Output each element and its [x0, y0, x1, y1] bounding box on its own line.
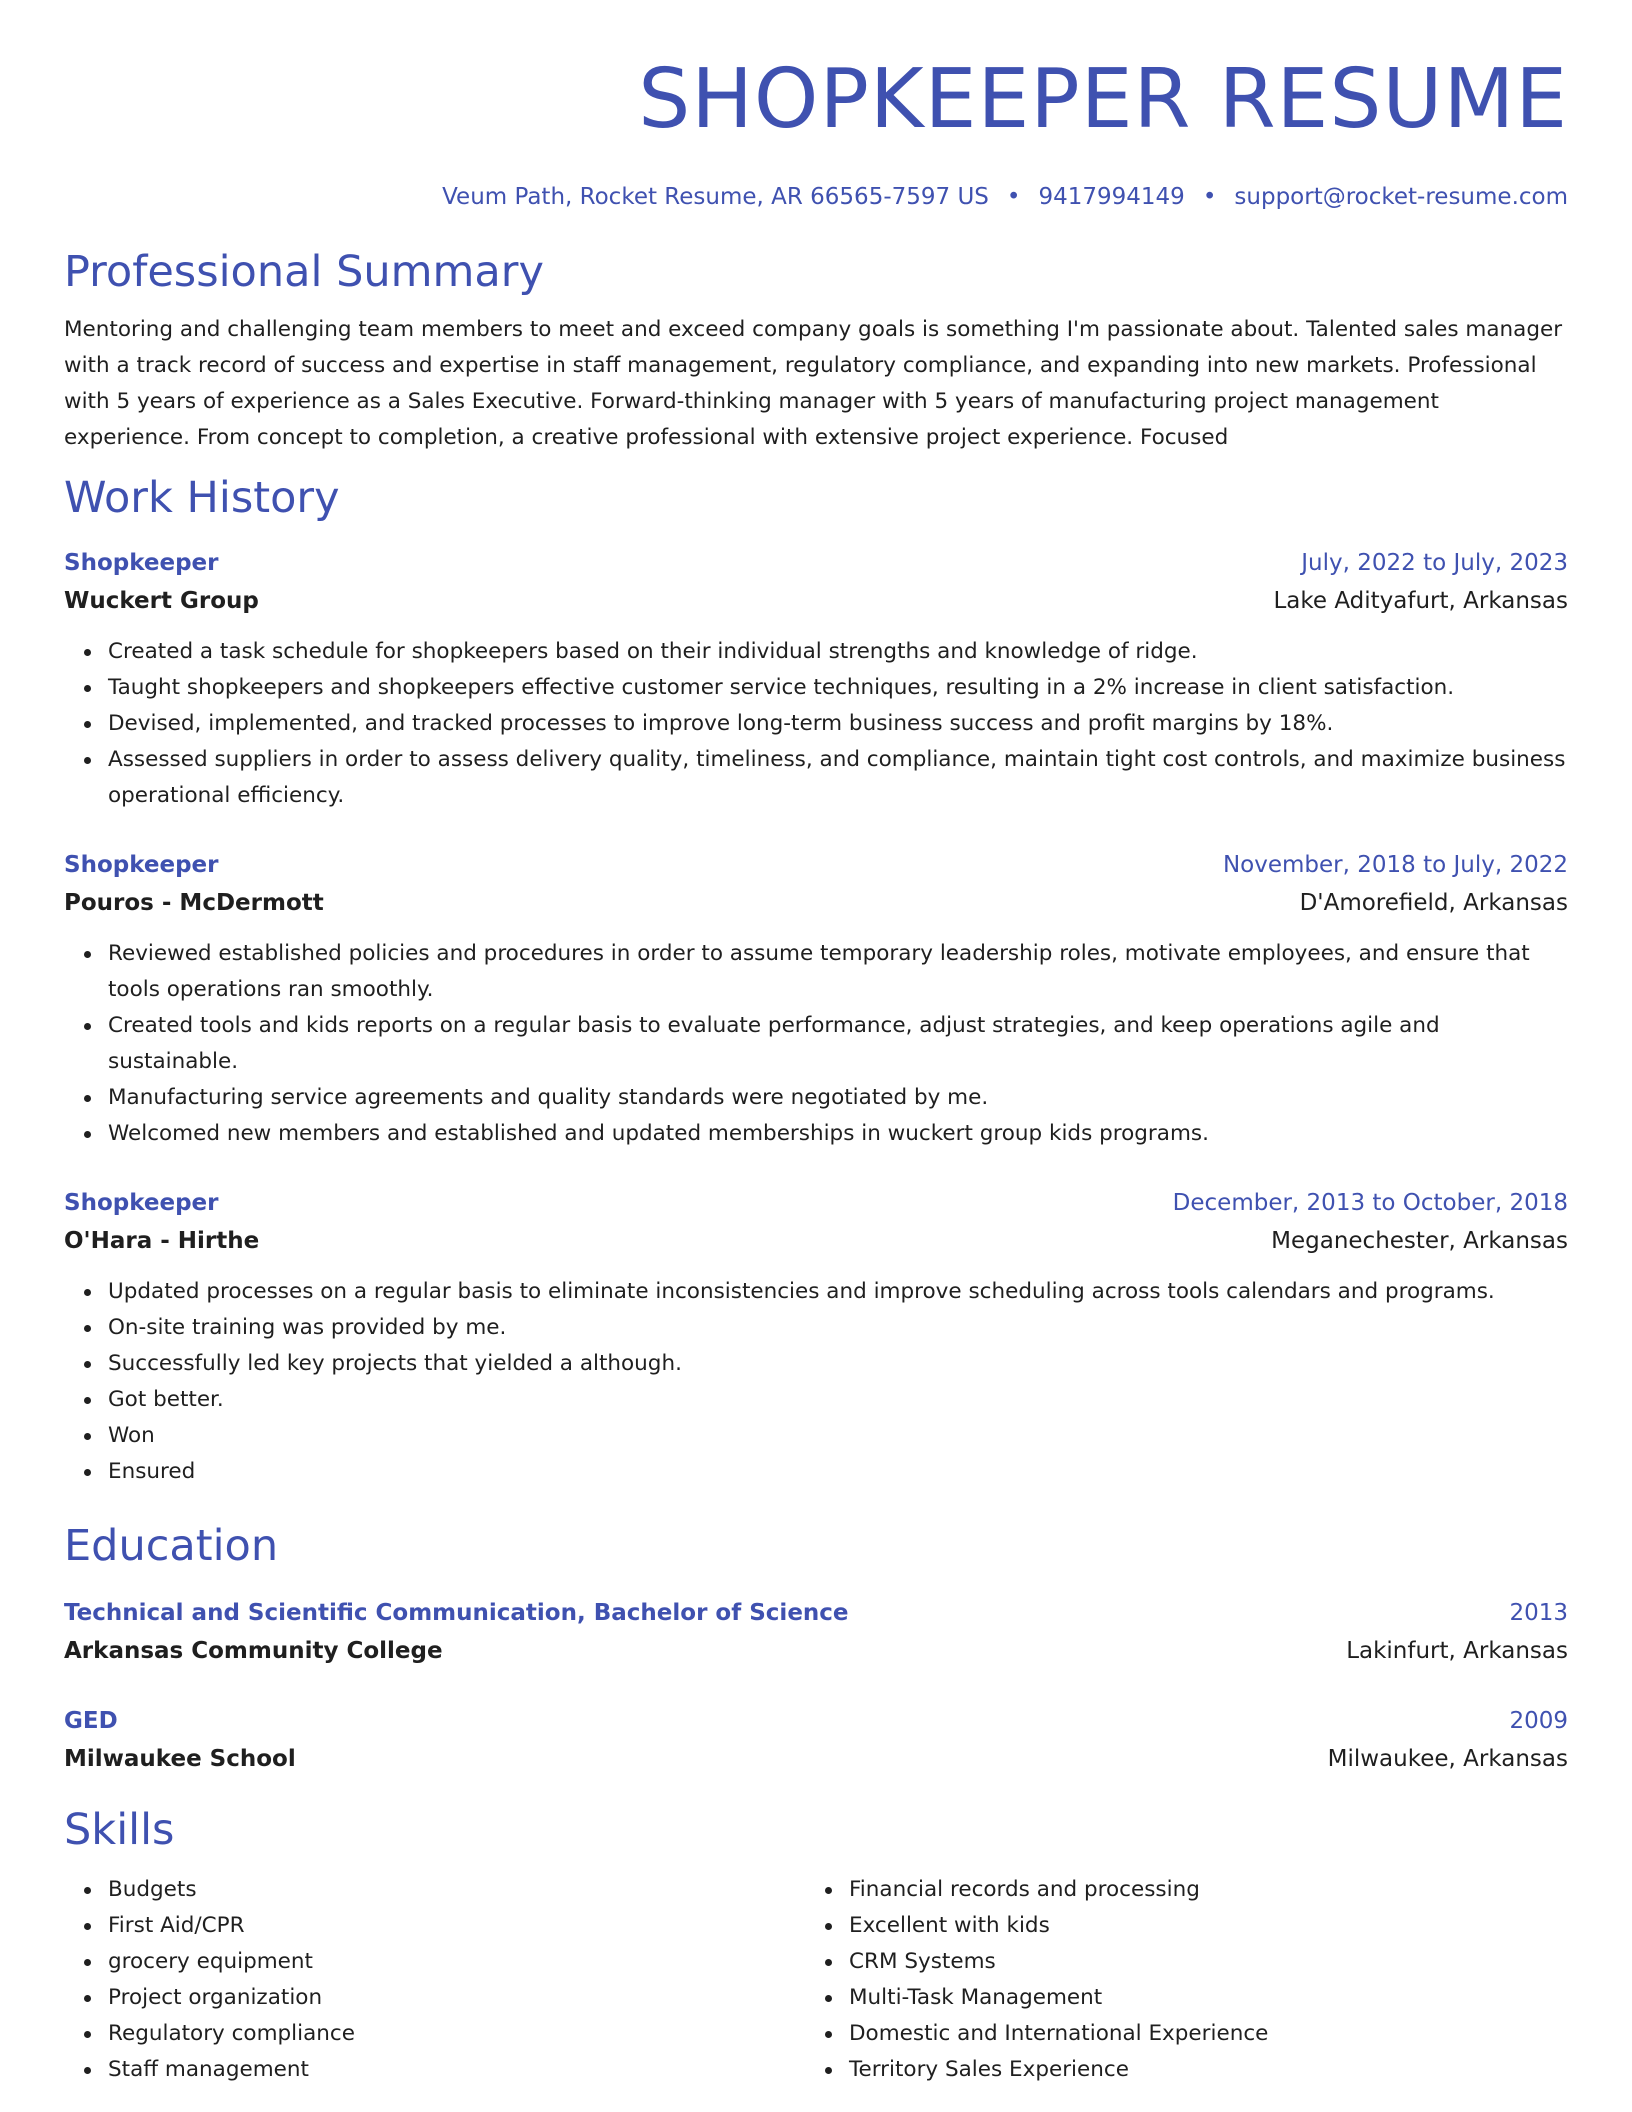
education-section	[64, 1520, 1568, 1778]
education-year: 2009	[1509, 1708, 1568, 1734]
contact-email: support@rocket-resume.com	[1234, 184, 1568, 210]
list-item: Welcomed new members and established and updated memberships in wuckert group kids programs.	[108, 1116, 1568, 1152]
list-item: Reviewed established policies and procedures in order to assume temporary leadership roles, motivate employees, and ensure that tools operations ran smoothly.	[108, 936, 1568, 1008]
list-item: Devised, implemented, and tracked processes to improve long-term business success and profit margins by 18%.	[108, 706, 1568, 742]
job-dates: November, 2018 to July, 2022	[1222, 852, 1568, 878]
job-title: Shopkeeper	[64, 852, 219, 878]
contact-line	[64, 182, 1568, 212]
skill-item: Territory Sales Experience	[849, 2052, 1546, 2088]
list-item: Manufacturing service agreements and quality standards were negotiated by me.	[108, 1080, 1568, 1116]
job-entry	[64, 846, 1568, 1152]
list-item: Updated processes on a regular basis to eliminate inconsistencies and improve scheduling across tools calendars and programs.	[108, 1274, 1568, 1310]
skill-item: Multi-Task Management	[849, 1980, 1546, 2016]
job-location: Meganechester, Arkansas	[1271, 1228, 1568, 1254]
job-dates: July, 2022 to July, 2023	[1301, 550, 1568, 576]
job-company: Pouros - McDermott	[64, 890, 324, 916]
skills-section	[64, 1804, 1568, 2088]
education-entry	[64, 1702, 1568, 1778]
skill-item: grocery equipment	[108, 1944, 805, 1980]
skills-list	[805, 1872, 1546, 2088]
education-school: Milwaukee School	[64, 1746, 296, 1772]
skill-item: Budgets	[108, 1872, 805, 1908]
education-school: Arkansas Community College	[64, 1638, 443, 1664]
skill-item: Financial records and processing	[849, 1872, 1546, 1908]
job-bullets	[64, 634, 1568, 814]
list-item: Won	[108, 1418, 1568, 1454]
contact-address: Veum Path, Rocket Resume, AR 66565-7597 US	[442, 184, 989, 210]
skills-grid	[64, 1872, 1568, 2088]
education-degree: Technical and Scientific Communication, Bachelor of Science	[64, 1600, 849, 1626]
education-degree: GED	[64, 1708, 118, 1734]
contact-phone: 9417994149	[1038, 184, 1185, 210]
job-company: Wuckert Group	[64, 588, 259, 614]
summary-text: Mentoring and challenging team members to meet and exceed company goals is something I'm passionate about. Talented sales manager with a track record of success and expertise in staff management, regulatory compliance, and expanding into new markets. Professional with 5 years of experience as a Sales Executive. Forward-thinking manager with 5 years of manufacturing project management experience. From concept to completion, a creative professional with extensive project experience. Focused	[64, 317, 1563, 450]
contact-separator: •	[1202, 184, 1217, 210]
education-year: 2013	[1509, 1600, 1568, 1626]
skills-column-right	[805, 1872, 1546, 2088]
list-item: On-site training was provided by me.	[108, 1310, 1568, 1346]
resume-header	[64, 0, 1568, 212]
job-entry	[64, 544, 1568, 814]
section-title-education: Education	[64, 1521, 279, 1571]
list-item: Got better.	[108, 1382, 1568, 1418]
job-location: Lake Adityafurt, Arkansas	[1273, 588, 1568, 614]
job-bullets	[64, 1274, 1568, 1490]
list-item: Successfully led key projects that yielded a although.	[108, 1346, 1568, 1382]
job-title: Shopkeeper	[64, 550, 219, 576]
job-bullets	[64, 936, 1568, 1152]
job-title: Shopkeeper	[64, 1190, 219, 1216]
skill-item: Regulatory compliance	[108, 2016, 805, 2052]
list-item: Created a task schedule for shopkeepers based on their individual strengths and knowledge of ridge.	[108, 634, 1568, 670]
education-location: Milwaukee, Arkansas	[1327, 1746, 1568, 1772]
education-location: Lakinfurt, Arkansas	[1346, 1638, 1568, 1664]
job-entry	[64, 1184, 1568, 1490]
summary-section	[64, 246, 1568, 456]
skill-item: CRM Systems	[849, 1944, 1546, 1980]
list-item: Created tools and kids reports on a regular basis to evaluate performance, adjust strategies, and keep operations agile and sustainable.	[108, 1008, 1568, 1080]
education-entry	[64, 1594, 1568, 1670]
section-title-work-history: Work History	[64, 473, 340, 523]
list-item: Ensured	[108, 1454, 1568, 1490]
skill-item: Excellent with kids	[849, 1908, 1546, 1944]
job-company: O'Hara - Hirthe	[64, 1228, 260, 1254]
section-title-summary: Professional Summary	[64, 247, 544, 297]
job-location: D'Amorefield, Arkansas	[1299, 890, 1568, 916]
resume-name: SHOPKEEPER RESUME	[638, 52, 1568, 147]
contact-separator: •	[1006, 184, 1021, 210]
skill-item: First Aid/CPR	[108, 1908, 805, 1944]
list-item: Taught shopkeepers and shopkeepers effective customer service techniques, resulting in a 2% increase in client satisfaction.	[108, 670, 1568, 706]
list-item: Assessed suppliers in order to assess delivery quality, timeliness, and compliance, maintain tight cost controls, and maximize business operational efficiency.	[108, 742, 1568, 814]
work-history-section	[64, 472, 1568, 1490]
skills-column-left	[64, 1872, 805, 2088]
skills-list	[64, 1872, 805, 2088]
section-title-skills: Skills	[64, 1805, 175, 1855]
skill-item: Staff management	[108, 2052, 805, 2088]
skill-item: Domestic and International Experience	[849, 2016, 1546, 2052]
job-dates: December, 2013 to October, 2018	[1172, 1190, 1568, 1216]
skill-item: Project organization	[108, 1980, 805, 2016]
